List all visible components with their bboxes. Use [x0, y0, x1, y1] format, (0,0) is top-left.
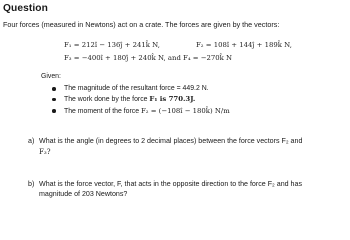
- equation-f1: F₁ = 212î − 136ĵ + 241k̂ N,: [64, 41, 160, 49]
- given-item-text: The magnitude of the resultant force = 449.2 N.: [64, 85, 209, 92]
- intro-text: Four forces (measured in Newtons) act on a crate. The forces are given by the vectors:: [3, 20, 280, 29]
- given-list: [51, 84, 230, 117]
- question-a: [28, 137, 346, 157]
- bullet-icon: [52, 109, 56, 113]
- bullet-icon: [52, 98, 56, 102]
- given-item-math: F₂ = (−108î − 180k̂) N/m: [140, 106, 230, 115]
- given-item-work: [51, 94, 230, 105]
- question-label: b): [28, 180, 35, 188]
- given-item-math: F₁ is 770.3J.: [149, 95, 196, 104]
- given-item-text: The work done by the force: [64, 96, 150, 104]
- equation-f3-f4: F₃ = −400î + 180ĵ + 240k̂ N, and F₄ = −270k̂ N: [64, 54, 233, 62]
- given-item-text: The moment of the force: [64, 107, 141, 115]
- question-heading: Question: [3, 3, 48, 14]
- question-label: a): [28, 137, 35, 145]
- question-text: What is the angle (in degrees to 2 decimal places) between the force vectors F₂ and: [39, 137, 303, 145]
- bullet-icon: [52, 87, 56, 91]
- question-text-continued: F₃?: [39, 146, 51, 156]
- equation-f2: F₂ = 108î + 144ĵ + 189k̂ N,: [196, 41, 292, 49]
- question-b: [28, 180, 346, 200]
- given-label: Given:: [41, 73, 61, 80]
- given-item-moment: [51, 106, 230, 117]
- given-item-resultant: [51, 84, 230, 94]
- question-text-continued: magnitude of 203 Newtons?: [39, 189, 128, 198]
- question-text: What is the force vector, F, that acts in the opposite direction to the force F₂ and has: [39, 180, 302, 188]
